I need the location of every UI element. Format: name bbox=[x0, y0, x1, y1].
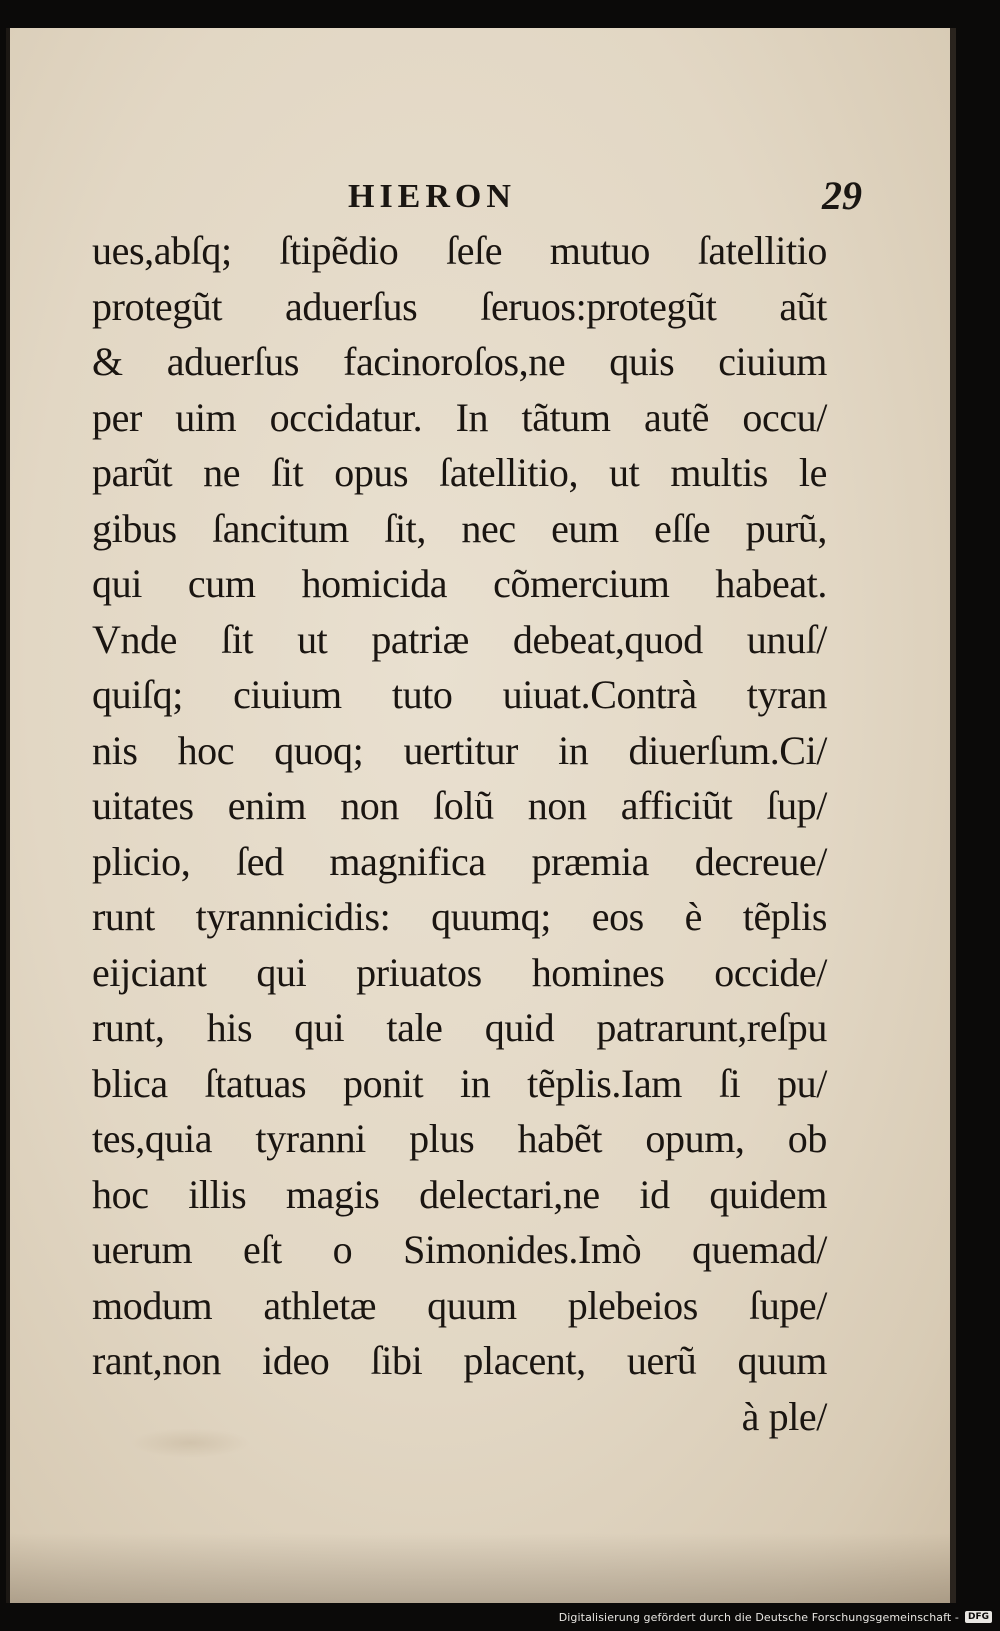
text-line: uitates enim non ſolũ non afficiũt ſup/ bbox=[92, 783, 827, 828]
footer-credit: Digitalisierung gefördert durch die Deutsche Forschungsgemeinschaft - bbox=[558, 1610, 959, 1624]
ink-smudge bbox=[130, 1428, 250, 1458]
text-line: runt, his qui tale quid patrarunt,reſpu bbox=[92, 1005, 827, 1050]
dfg-logo-icon: DFG bbox=[965, 1611, 992, 1623]
running-title: HIERON bbox=[348, 178, 516, 215]
text-line: plicio, ſed magnifica præmia decreue/ bbox=[92, 838, 827, 884]
text-line: eijciant qui priuatos homines occide/ bbox=[92, 949, 827, 995]
text-line: runt tyrannicidis: quumq; eos è tẽplis bbox=[92, 894, 827, 939]
text-line: modum athletæ quum plebeios ſupe/ bbox=[92, 1282, 827, 1328]
text-line: Vnde ſit ut patriæ debeat,quod unuſ/ bbox=[92, 616, 827, 662]
body-text bbox=[92, 223, 827, 1444]
text-line: rant,non ideo ſibi placent, uerũ quum bbox=[92, 1338, 827, 1383]
text-line: tes,quia tyranni plus habẽt opum, ob bbox=[92, 1116, 827, 1161]
text-line: ues,abſq; ſtipẽdio ſeſe mutuo ſatellitio bbox=[92, 228, 827, 273]
text-line: quiſq; ciuium tuto uiuat.Contrà tyran bbox=[92, 672, 827, 717]
text-line: & aduerſus facinoroſos,ne quis ciuium bbox=[92, 339, 827, 384]
text-line: uerum eſt o Simonides.Imò quemad/ bbox=[92, 1227, 827, 1272]
text-line: parũt ne ſit opus ſatellitio, ut multis le bbox=[92, 450, 827, 495]
book-page bbox=[6, 28, 956, 1603]
catchword-line: à ple/ bbox=[741, 1393, 827, 1439]
text-line: per uim occidatur. In tãtum autẽ occu/ bbox=[92, 394, 827, 440]
text-line: blica ſtatuas ponit in tẽplis.Iam ſi pu/ bbox=[92, 1060, 827, 1106]
text-line: protegũt aduerſus ſeruos:protegũt aũt bbox=[92, 283, 827, 329]
page-header bbox=[10, 173, 950, 228]
text-line: qui cum homicida cõmercium habeat. bbox=[92, 561, 827, 606]
page-number: 29 bbox=[822, 173, 862, 218]
text-line: hoc illis magis delectari,ne id quidem bbox=[92, 1171, 827, 1217]
footer bbox=[559, 1607, 992, 1627]
text-line: nis hoc quoq; uertitur in diuerſum.Ci/ bbox=[92, 727, 827, 773]
text-line: gibus ſancitum ſit, nec eum eſſe purũ, bbox=[92, 505, 827, 551]
